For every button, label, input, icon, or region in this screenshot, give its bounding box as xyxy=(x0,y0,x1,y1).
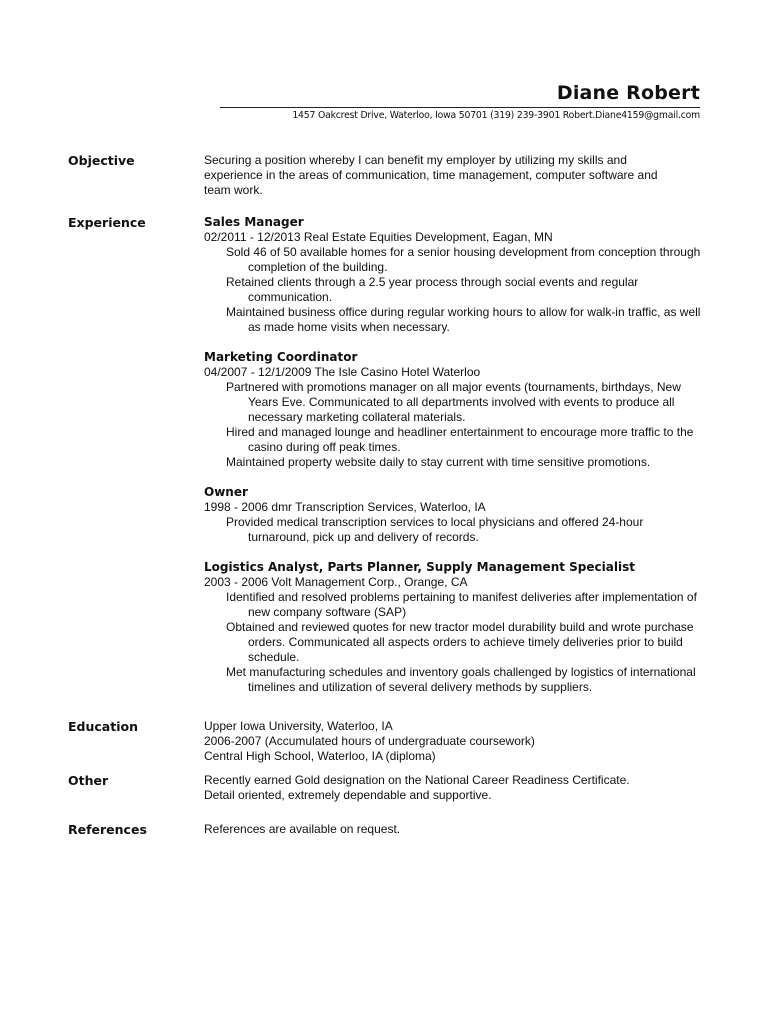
job-duty: Sold 46 of 50 available homes for a senior housing development from conception through completion of the building. xyxy=(226,245,701,274)
job-duty: Partnered with promotions manager on all major events (tournaments, birthdays, New Years Eve. Communicated to all departments involved with events to produce all necessary marketing collateral materials. xyxy=(226,380,681,424)
other-body xyxy=(204,773,704,803)
section-label-references: References xyxy=(68,822,147,837)
job-dates-employer: 04/2007 - 12/1/2009 The Isle Casino Hotel Waterloo xyxy=(204,365,481,379)
section-label-objective: Objective xyxy=(68,153,135,168)
header-divider xyxy=(220,107,700,108)
job-duty: Identified and resolved problems pertaining to manifest deliveries after implementation of new company software (SAP) xyxy=(226,590,697,619)
education-body xyxy=(204,719,704,764)
job-title: Owner xyxy=(204,485,248,499)
job-duty: Met manufacturing schedules and inventory goals challenged by logistics of international timelines and utilization of several delivery methods by suppliers. xyxy=(226,665,696,694)
references-text: References are available on request. xyxy=(204,822,401,836)
job-duty: Obtained and reviewed quotes for new tractor model durability build and wrote purchase orders. Communicated all aspects orders to achieve timely deliveries prior to build schedule. xyxy=(226,620,694,664)
job-dates-employer: 02/2011 - 12/2013 Real Estate Equities Development, Eagan, MN xyxy=(204,230,553,244)
job-title: Sales Manager xyxy=(204,215,304,229)
job-entry xyxy=(204,485,704,545)
objective-body xyxy=(204,153,704,198)
contact-line: 1457 Oakcrest Drive, Waterloo, Iowa 50701 (319) 239-3901 Robert.Diane4159@gmail.com xyxy=(292,110,700,121)
other-line: Recently earned Gold designation on the National Career Readiness Certificate. xyxy=(204,773,630,787)
education-line: 2006-2007 (Accumulated hours of undergraduate coursework) xyxy=(204,734,535,748)
job-dates-employer: 1998 - 2006 dmr Transcription Services, Waterloo, IA xyxy=(204,500,486,514)
education-line: Central High School, Waterloo, IA (diploma) xyxy=(204,749,436,763)
job-duty: Hired and managed lounge and headliner entertainment to encourage more traffic to the casino during off peak times. xyxy=(226,425,694,454)
job-duty: Maintained property website daily to stay current with time sensitive promotions. xyxy=(226,455,651,469)
section-label-education: Education xyxy=(68,719,138,734)
job-duty: Retained clients through a 2.5 year process through social events and regular communication. xyxy=(226,275,639,304)
objective-text: Securing a position whereby I can benefit my employer by utilizing my skills and experience in the areas of communication, time management, computer software and team work. xyxy=(204,153,658,197)
job-duty: Provided medical transcription services to local physicians and offered 24-hour turnaround, pick up and delivery of records. xyxy=(226,515,644,544)
education-line: Upper Iowa University, Waterloo, IA xyxy=(204,719,393,733)
job-entry xyxy=(204,560,704,695)
applicant-name: Diane Robert xyxy=(556,82,700,104)
references-body xyxy=(204,822,704,837)
job-title: Logistics Analyst, Parts Planner, Supply Management Specialist xyxy=(204,560,635,574)
job-entry xyxy=(204,215,704,335)
section-label-other: Other xyxy=(68,773,109,788)
section-label-experience: Experience xyxy=(68,215,146,230)
job-entry xyxy=(204,350,704,470)
job-title: Marketing Coordinator xyxy=(204,350,358,364)
experience-body xyxy=(204,215,704,710)
other-line: Detail oriented, extremely dependable and supportive. xyxy=(204,788,492,802)
job-dates-employer: 2003 - 2006 Volt Management Corp., Orange, CA xyxy=(204,575,468,589)
job-duty: Maintained business office during regular working hours to allow for walk-in traffic, as well as made home visits when necessary. xyxy=(226,305,701,334)
